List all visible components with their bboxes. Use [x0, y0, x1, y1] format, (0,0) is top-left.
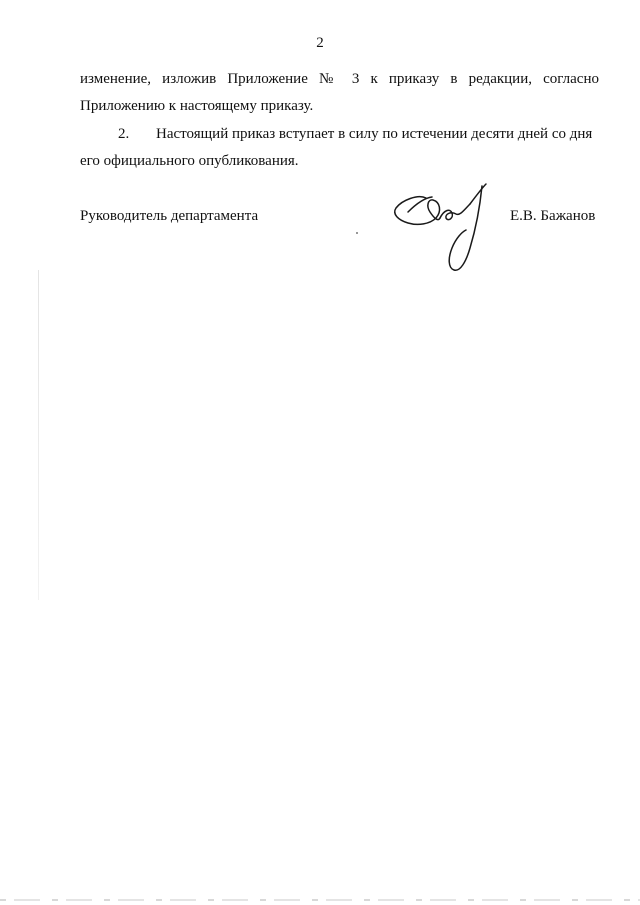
page-number: 2	[316, 35, 324, 51]
paragraph-item-2-line-1	[118, 125, 592, 143]
signatory-title: Руководитель департамента	[80, 208, 259, 224]
handwritten-signature	[388, 178, 500, 278]
paragraph-continuation-line-2: Приложению к настоящему приказу.	[80, 98, 314, 114]
item-2-text: Настоящий приказ вступает в силу по истечении десяти дней со дня	[156, 126, 593, 142]
scan-speck	[356, 232, 358, 234]
paragraph-item-2-line-2: его официального опубликования.	[80, 153, 299, 169]
scan-edge-artifact	[38, 270, 39, 600]
signatory-name: Е.В. Бажанов	[510, 208, 596, 224]
scan-bottom-edge	[0, 899, 640, 901]
paragraph-continuation-line-1: изменение, изложив Приложение № 3 к приказу в редакции, согласно	[80, 71, 599, 87]
item-2-number: 2.	[118, 126, 130, 142]
